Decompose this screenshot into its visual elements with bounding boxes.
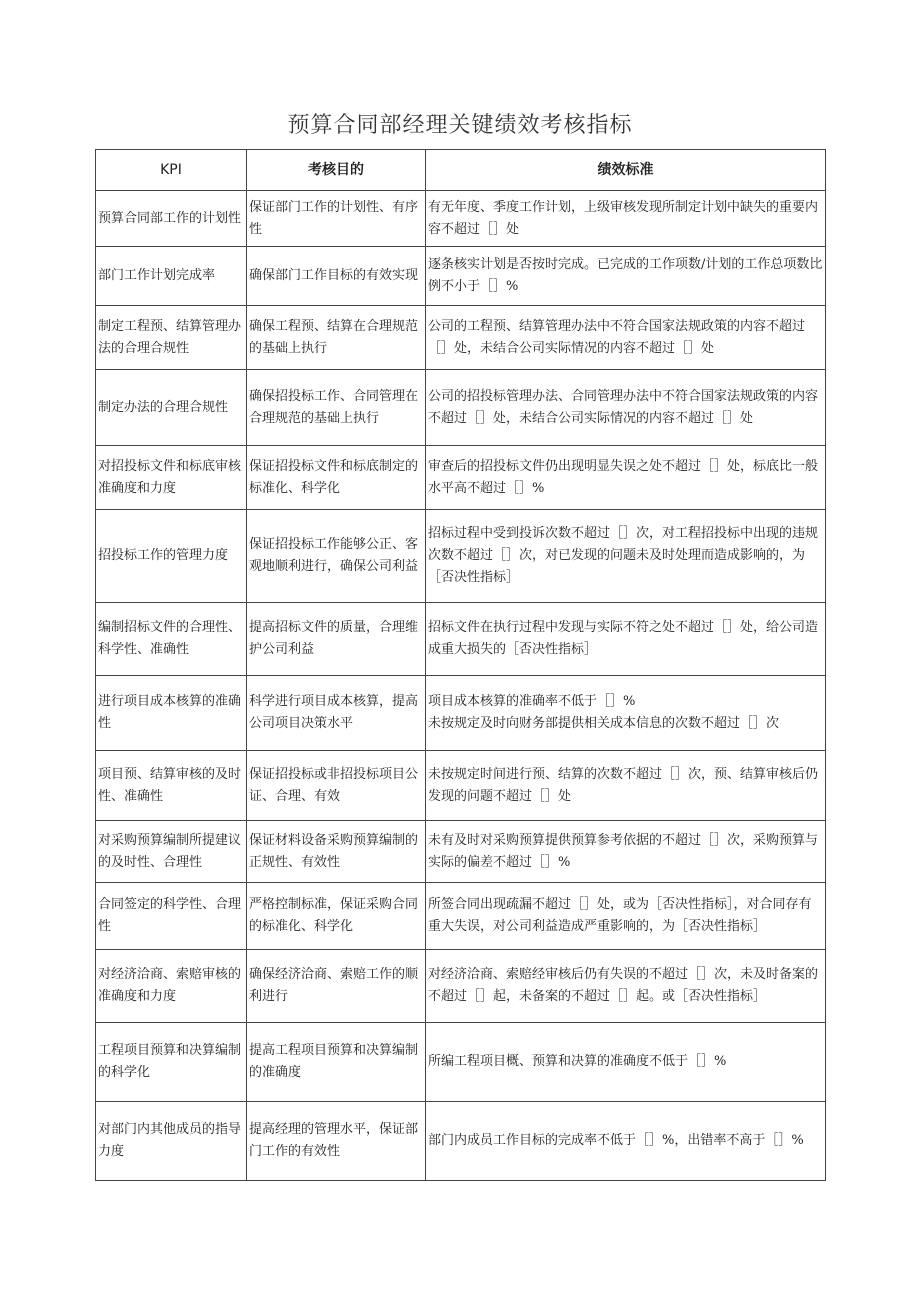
standard-cell: 逐条核实计划是否按时完成。已完成的工作项数/计划的工作总项数比例不小于［］% xyxy=(426,247,826,306)
standard-cell: 未按规定时间进行预、结算的次数不超过［］次，预、结算审核后仍发现的问题不超过［］处 xyxy=(426,751,826,821)
kpi-cell: 合同签定的科学性、合理性 xyxy=(96,883,247,950)
table-row xyxy=(96,751,826,821)
standard-cell: 所编工程项目概、预算和决算的准确度不低于［］% xyxy=(426,1023,826,1102)
purpose-cell: 确保工程预、结算在合理规范的基础上执行 xyxy=(247,306,426,370)
standard-cell: 招标过程中受到投诉次数不超过［］次，对工程招投标中出现的违规次数不超过［］次，对已发现的问题未及时处理而造成影响的，为［否决性指标］ xyxy=(426,510,826,603)
purpose-cell: 保证部门工作的计划性、有序性 xyxy=(247,191,426,247)
standard-cell: 未有及时对采购预算提供预算参考依据的不超过［］次，采购预算与实际的偏差不超过［］% xyxy=(426,821,826,883)
purpose-cell: 科学进行项目成本核算，提高公司项目决策水平 xyxy=(247,676,426,751)
kpi-cell: 编制招标文件的合理性、科学性、准确性 xyxy=(96,603,247,676)
table-row xyxy=(96,821,826,883)
kpi-cell: 对招投标文件和标底审核准确度和力度 xyxy=(96,446,247,510)
purpose-cell: 确保经济洽商、索赔工作的顺利进行 xyxy=(247,950,426,1023)
kpi-cell: 招投标工作的管理力度 xyxy=(96,510,247,603)
table-row xyxy=(96,883,826,950)
table-row xyxy=(96,370,826,446)
kpi-cell: 对部门内其他成员的指导力度 xyxy=(96,1102,247,1181)
header-standard: 绩效标准 xyxy=(426,150,826,191)
kpi-cell: 项目预、结算审核的及时性、准确性 xyxy=(96,751,247,821)
table-row xyxy=(96,510,826,603)
purpose-cell: 保证招投标工作能够公正、客观地顺利进行，确保公司利益 xyxy=(247,510,426,603)
table-row xyxy=(96,603,826,676)
standard-cell: 公司的工程预、结算管理办法中不符合国家法规政策的内容不超过［］处，未结合公司实际情况的内容不超过［］处 xyxy=(426,306,826,370)
standard-cell: 审查后的招投标文件仍出现明显失误之处不超过［］处，标底比一般水平高不超过［］% xyxy=(426,446,826,510)
standard-cell: 对经济洽商、索赔经审核后仍有失误的不超过［］次，未及时备案的不超过［］起，未备案的不超过［］起。或［否决性指标］ xyxy=(426,950,826,1023)
purpose-cell: 提高招标文件的质量，合理维护公司利益 xyxy=(247,603,426,676)
kpi-cell: 制定工程预、结算管理办法的合理合规性 xyxy=(96,306,247,370)
kpi-cell: 工程项目预算和决算编制的科学化 xyxy=(96,1023,247,1102)
purpose-cell: 保证招投标文件和标底制定的标准化、科学化 xyxy=(247,446,426,510)
table-row xyxy=(96,950,826,1023)
kpi-table xyxy=(95,149,826,1181)
kpi-cell: 预算合同部工作的计划性 xyxy=(96,191,247,247)
kpi-cell: 对经济洽商、索赔审核的准确度和力度 xyxy=(96,950,247,1023)
standard-cell: 项目成本核算的准确率不低于［］% 未按规定及时向财务部提供相关成本信息的次数不超过［］次 xyxy=(426,676,826,751)
standard-cell: 招标文件在执行过程中发现与实际不符之处不超过［］处，给公司造成重大损失的［否决性指标］ xyxy=(426,603,826,676)
table-row xyxy=(96,191,826,247)
header-purpose: 考核目的 xyxy=(247,150,426,191)
kpi-cell: 部门工作计划完成率 xyxy=(96,247,247,306)
kpi-cell: 制定办法的合理合规性 xyxy=(96,370,247,446)
standard-cell: 部门内成员工作目标的完成率不低于［］%，出错率不高于［］% xyxy=(426,1102,826,1181)
table-row xyxy=(96,446,826,510)
purpose-cell: 严格控制标准，保证采购合同的标准化、科学化 xyxy=(247,883,426,950)
purpose-cell: 确保招投标工作、合同管理在合理规范的基础上执行 xyxy=(247,370,426,446)
purpose-cell: 提高工程项目预算和决算编制的准确度 xyxy=(247,1023,426,1102)
purpose-cell: 保证材料设备采购预算编制的正规性、有效性 xyxy=(247,821,426,883)
table-row xyxy=(96,306,826,370)
kpi-cell: 进行项目成本核算的准确性 xyxy=(96,676,247,751)
standard-cell: 公司的招投标管理办法、合同管理办法中不符合国家法规政策的内容不超过［］处，未结合公司实际情况的内容不超过［］处 xyxy=(426,370,826,446)
kpi-cell: 对采购预算编制所提建议的及时性、合理性 xyxy=(96,821,247,883)
table-row xyxy=(96,247,826,306)
purpose-cell: 确保部门工作目标的有效实现 xyxy=(247,247,426,306)
purpose-cell: 提高经理的管理水平，保证部门工作的有效性 xyxy=(247,1102,426,1181)
table-row xyxy=(96,676,826,751)
header-kpi: KPI xyxy=(96,150,247,191)
table-header-row xyxy=(96,150,826,191)
standard-cell: 所签合同出现疏漏不超过［］处，或为［否决性指标］，对合同存有重大失误，对公司利益造成严重影响的，为［否决性指标］ xyxy=(426,883,826,950)
standard-cell: 有无年度、季度工作计划，上级审核发现所制定计划中缺失的重要内容不超过［］处 xyxy=(426,191,826,247)
page-title: 预算合同部经理关键绩效考核指标 xyxy=(287,113,633,138)
table-row xyxy=(96,1023,826,1102)
purpose-cell: 保证招投标或非招投标项目公证、合理、有效 xyxy=(247,751,426,821)
table-row xyxy=(96,1102,826,1181)
